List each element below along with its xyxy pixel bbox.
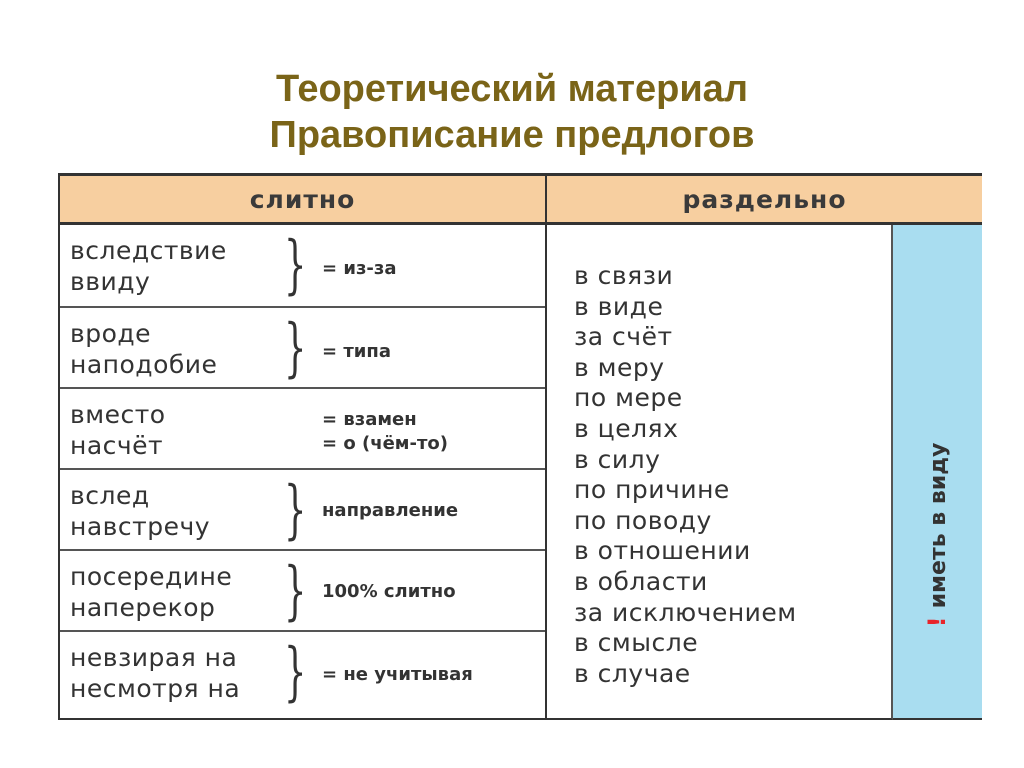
page-subtitle: Правописание предлогов	[269, 114, 755, 156]
side-note-bar	[893, 225, 982, 720]
fused-word: вместо	[70, 400, 166, 429]
separate-item: по поводу	[574, 505, 712, 535]
fused-meaning: = о (чём-то)	[322, 433, 448, 454]
separate-item: по мере	[574, 383, 683, 413]
fused-word: невзирая на	[70, 643, 238, 672]
fused-word: ввиду	[70, 267, 151, 296]
fused-word: насчёт	[70, 431, 164, 460]
fused-word: вследствие	[70, 236, 227, 265]
separate-item: в виде	[574, 291, 664, 321]
header-separate: раздельно	[547, 173, 982, 225]
separate-item: за исключением	[574, 597, 797, 627]
fused-group-1	[60, 225, 545, 306]
separate-item: в связи	[574, 261, 674, 290]
fused-meaning: = взамен	[322, 409, 417, 430]
fused-meaning: направление	[322, 500, 459, 521]
title-block	[0, 66, 1024, 158]
prepositions-table	[58, 173, 982, 720]
fused-group-4	[60, 468, 545, 549]
fused-word: несмотря на	[70, 674, 241, 703]
fused-word: вроде	[70, 319, 152, 348]
separate-item: в силу	[574, 444, 661, 474]
brace-icon: }	[284, 228, 307, 302]
exclamation-icon: !	[923, 616, 951, 628]
fused-word: наподобие	[70, 350, 218, 379]
separate-item: в смысле	[574, 628, 699, 658]
separate-item: по причине	[574, 475, 730, 505]
brace-icon: }	[284, 473, 307, 547]
fused-meaning: = не учитывая	[322, 664, 473, 685]
separate-list	[574, 261, 797, 689]
fused-meaning: = из-за	[322, 258, 397, 279]
fused-word: навстречу	[70, 512, 211, 541]
separate-item: в области	[574, 566, 708, 596]
fused-meaning: = типа	[322, 341, 391, 362]
separate-item: в случае	[574, 658, 691, 688]
fused-group-6	[60, 630, 545, 716]
fused-meaning: 100% слитно	[322, 581, 456, 602]
fused-group-2	[60, 306, 545, 387]
brace-icon: }	[284, 635, 307, 709]
page-title: Теоретический материал	[276, 68, 748, 110]
separate-item: в меру	[574, 352, 665, 382]
separate-item: за счёт	[574, 322, 673, 352]
fused-word: вслед	[70, 481, 150, 510]
fused-column	[58, 225, 547, 720]
separate-item: в отношении	[574, 536, 751, 566]
fused-group-3	[60, 387, 545, 468]
side-note	[923, 443, 951, 628]
fused-word: посередине	[70, 562, 233, 591]
brace-icon: }	[284, 554, 307, 628]
brace-icon: }	[284, 311, 307, 385]
fused-word: наперекор	[70, 593, 216, 622]
separate-column	[547, 225, 893, 720]
side-note-text: иметь в виду	[926, 442, 951, 609]
header-fused: слитно	[58, 173, 547, 225]
separate-item: в целях	[574, 413, 679, 443]
fused-group-5	[60, 549, 545, 630]
